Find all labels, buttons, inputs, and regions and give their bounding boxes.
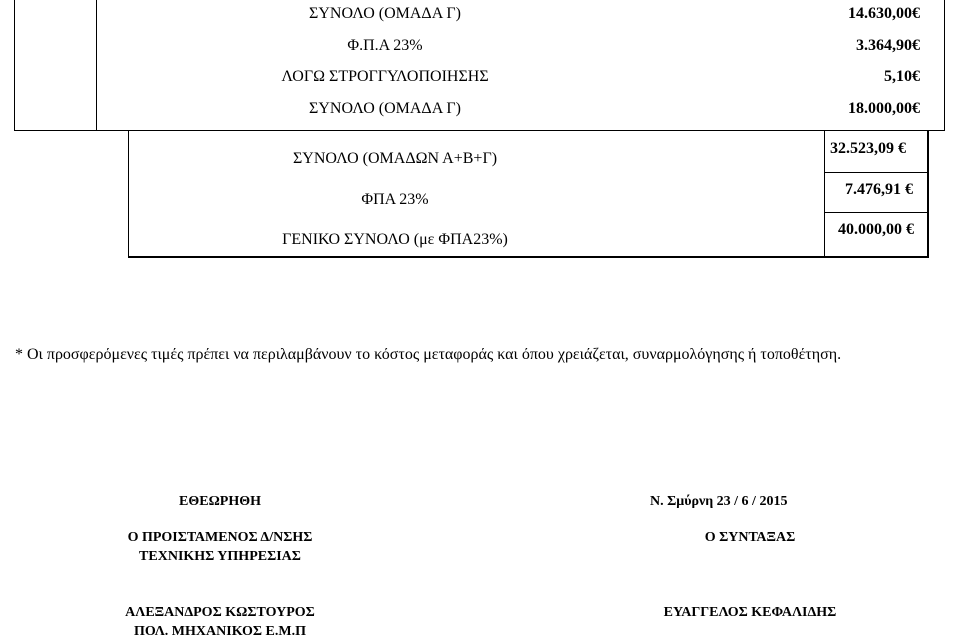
totals-box-bottom-border: [128, 256, 929, 258]
summary-row-label: Φ.Π.Α 23%: [347, 37, 423, 54]
table-right-border: [944, 0, 945, 130]
approved-heading: ΕΘΕΩΡΗΘΗ: [179, 494, 261, 509]
director-role: ΠΟΛ. ΜΗΧΑΝΙΚΟΣ Ε.Μ.Π: [134, 624, 306, 639]
totals-label: ΓΕΝΙΚΟ ΣΥΝΟΛΟ (με ΦΠΑ23%): [282, 231, 508, 248]
director-name: ΑΛΕΞΑΝΔΡΟΣ ΚΩΣΤΟΥΡΟΣ: [125, 605, 315, 620]
totals-box-row-line: [825, 212, 927, 213]
pricing-note: * Οι προσφερόμενες τιμές πρέπει να περιλαμβάνουν το κόστος μεταφοράς και όπου χρειάζεται, συναρμολόγησης ή τοποθέτηση.: [15, 346, 842, 363]
summary-row-value: 5,10€: [884, 68, 920, 85]
summary-row-value: 18.000,00€: [848, 100, 920, 117]
table-left-border: [14, 0, 15, 130]
summary-row-label: ΣΥΝΟΛΟ (ΟΜΑΔΑ Γ): [309, 5, 461, 22]
totals-box-right-border: [927, 131, 929, 257]
summary-row-value: 3.364,90€: [856, 37, 920, 54]
totals-value: 32.523,09 €: [830, 140, 906, 157]
author-title: Ο ΣΥΝΤΑΞΑΣ: [704, 530, 796, 545]
totals-box-left-border: [128, 131, 129, 257]
table-inner-border: [96, 0, 97, 130]
director-department: ΤΕΧΝΙΚΗΣ ΥΠΗΡΕΣΙΑΣ: [139, 549, 301, 564]
totals-box-row-line: [825, 172, 927, 173]
director-title: Ο ΠΡΟΙΣΤΑΜΕΝΟΣ Δ/ΝΣΗΣ: [127, 530, 313, 545]
author-name: ΕΥΑΓΓΕΛΟΣ ΚΕΦΑΛΙΔΗΣ: [663, 605, 837, 620]
totals-label: ΦΠΑ 23%: [361, 191, 429, 208]
table-bottom-border: [14, 130, 945, 131]
summary-row-label: ΣΥΝΟΛΟ (ΟΜΑΔΑ Γ): [309, 100, 461, 117]
totals-label: ΣΥΝΟΛΟ (ΟΜΑΔΩΝ Α+Β+Γ): [292, 150, 498, 167]
totals-value: 7.476,91 €: [845, 181, 913, 198]
totals-value: 40.000,00 €: [838, 221, 914, 238]
summary-row-value: 14.630,00€: [848, 5, 920, 22]
summary-row-label: ΛΟΓΩ ΣΤΡΟΓΓΥΛΟΠΟΙΗΣΗΣ: [281, 68, 489, 85]
place-date: Ν. Σμύρνη 23 / 6 / 2015: [650, 494, 788, 509]
totals-box-divider: [824, 131, 825, 257]
